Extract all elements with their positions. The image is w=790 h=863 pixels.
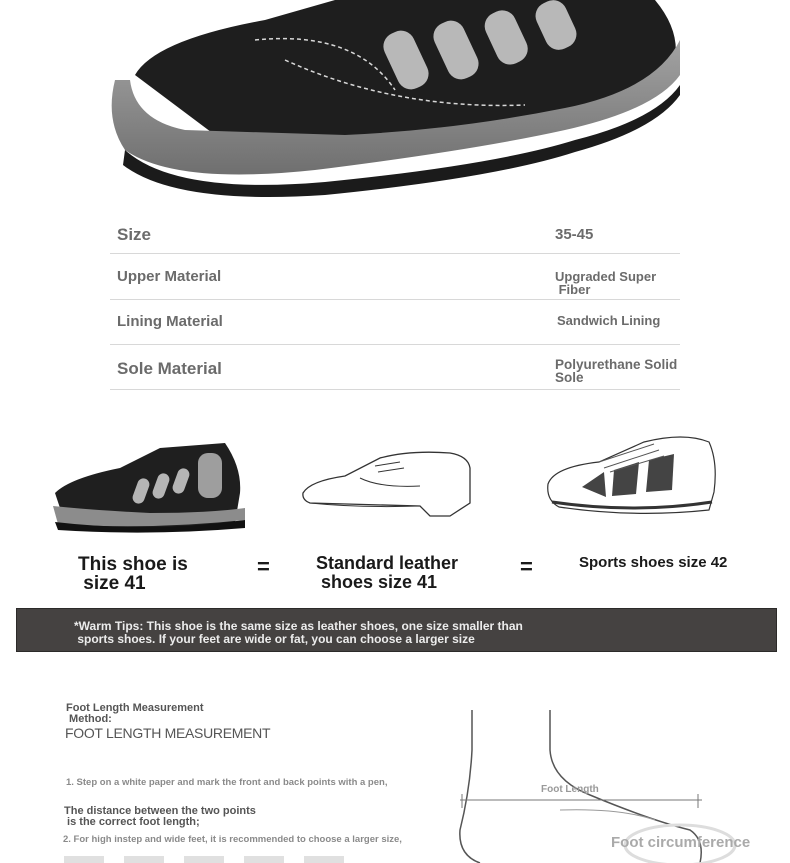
measurement-distance-text: The distance between the two points is the correct foot length; xyxy=(64,805,256,828)
foot-circumference-label: Foot circumference xyxy=(611,834,751,851)
spec-label: Sole Material xyxy=(117,359,222,378)
spec-label: Size xyxy=(117,225,152,244)
measurement-faded-row xyxy=(64,856,364,863)
measurement-method-title: Foot Length Measurement Method: xyxy=(66,702,204,725)
spec-value: Sandwich Lining xyxy=(557,313,661,328)
leather-shoe-size-text: Standard leather shoes size 41 xyxy=(316,553,459,592)
this-shoe-image xyxy=(50,438,248,533)
this-shoe-size-text: This shoe is size 41 xyxy=(78,554,188,594)
foot-length-label: Foot Length xyxy=(541,784,599,795)
equals-sign: = xyxy=(257,554,270,579)
measurement-step-2: 2. For high instep and wide feet, it is recommended to choose a larger size, xyxy=(63,834,402,845)
warm-tips-banner xyxy=(16,608,777,652)
spec-row-upper xyxy=(110,253,680,300)
leather-shoe-image xyxy=(300,448,475,518)
spec-row-size xyxy=(110,218,680,254)
spec-row-lining xyxy=(110,299,680,345)
spec-value: 35-45 xyxy=(555,226,594,243)
spec-value: Polyurethane Solid Sole xyxy=(555,357,678,385)
measurement-step-1: 1. Step on a white paper and mark the front and back points with a pen, xyxy=(66,777,388,788)
warm-tips-text: *Warm Tips: This shoe is the same size as leather shoes, one size smaller than sports shoes. If your feet are wide or fat, you can choose a larger size xyxy=(74,619,523,646)
spec-value: Upgraded Super Fiber xyxy=(555,269,657,297)
spec-label: Lining Material xyxy=(117,313,223,330)
equals-sign: = xyxy=(520,554,533,579)
spec-label: Upper Material xyxy=(117,268,222,285)
spec-row-sole xyxy=(110,344,680,390)
hero-shoe-image xyxy=(95,0,695,205)
sports-shoe-size-text: Sports shoes size 42 xyxy=(579,554,728,571)
measurement-heading: FOOT LENGTH MEASUREMENT xyxy=(65,725,271,741)
sports-shoe-image xyxy=(544,432,719,518)
